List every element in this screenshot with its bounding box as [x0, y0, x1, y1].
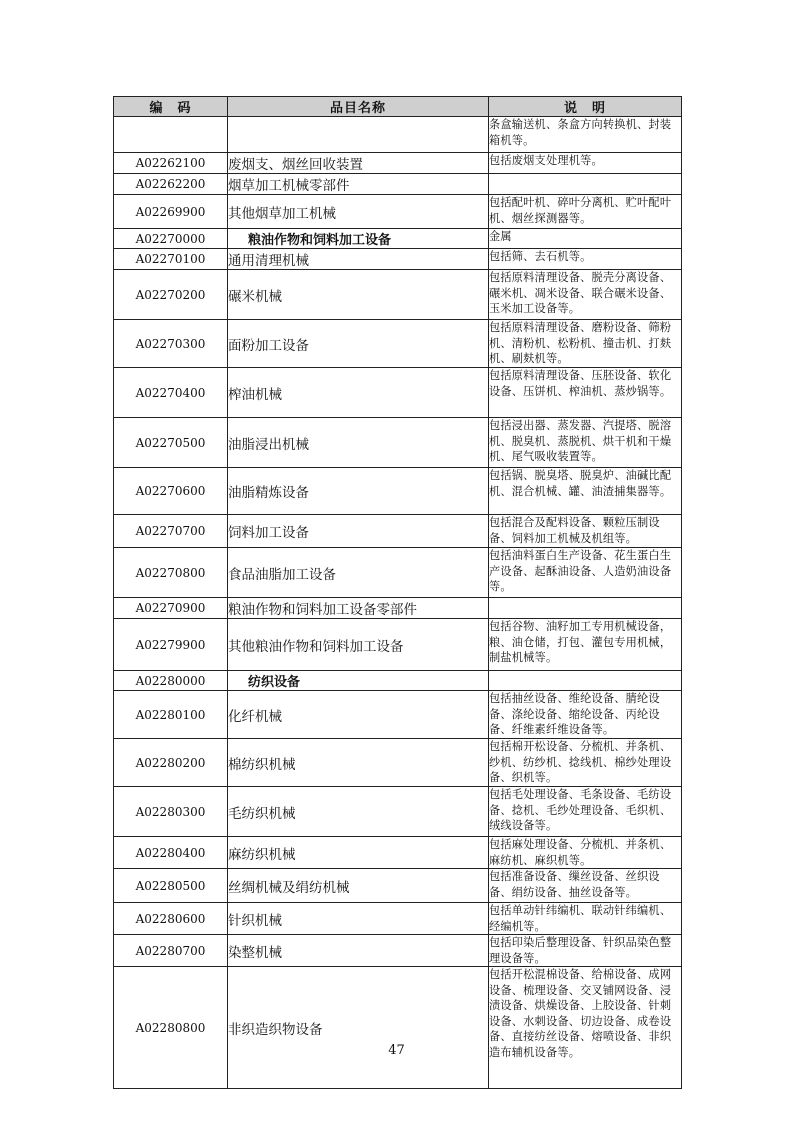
item-code: A02270300	[114, 320, 228, 368]
item-name: 化纤机械	[228, 691, 489, 739]
table-row	[114, 869, 682, 903]
item-name: 其他粮油作物和饲料加工设备	[228, 619, 489, 671]
item-code: A02280700	[114, 935, 228, 967]
item-name: 油脂精炼设备	[228, 468, 489, 515]
table-row	[114, 515, 682, 548]
table-row	[114, 270, 682, 320]
table-row	[114, 619, 682, 671]
item-description: 包括单动针纬编机、联动针纬编机、经编机等。	[489, 903, 682, 935]
item-name: 粮油作物和饲料加工设备零部件	[228, 598, 489, 619]
item-description	[489, 174, 682, 195]
item-name: 染整机械	[228, 935, 489, 967]
item-code: A02269900	[114, 195, 228, 229]
item-code: A02262100	[114, 153, 228, 174]
item-name: 针织机械	[228, 903, 489, 935]
table-row	[114, 837, 682, 869]
item-description: 包括印染后整理设备、针织品染色整理设备等。	[489, 935, 682, 967]
item-description: 包括麻处理设备、分梳机、并条机、麻纺机、麻织机等。	[489, 837, 682, 869]
table-row	[114, 967, 682, 1089]
item-code: A02270700	[114, 515, 228, 548]
item-name: 粮油作物和饲料加工设备	[228, 229, 489, 249]
table-row	[114, 468, 682, 515]
table-row	[114, 195, 682, 229]
item-description: 包括锅、脱臭塔、脱臭炉、油碱比配机、混合机械、罐、油渣捕集器等。	[489, 468, 682, 515]
item-code: A02270900	[114, 598, 228, 619]
item-name: 其他烟草加工机械	[228, 195, 489, 229]
catalog-table	[113, 96, 682, 1089]
table-row	[114, 935, 682, 967]
table-body	[114, 117, 682, 1089]
item-code: A02270800	[114, 548, 228, 598]
item-code: A02270200	[114, 270, 228, 320]
table-row	[114, 903, 682, 935]
page-number: 47	[388, 1043, 405, 1058]
table-row	[114, 368, 682, 418]
item-name: 榨油机械	[228, 368, 489, 418]
item-description: 包括准备设备、缫丝设备、丝织设备、绢纺设备、抽丝设备等。	[489, 869, 682, 903]
item-name: 废烟支、烟丝回收装置	[228, 153, 489, 174]
item-code: A02280000	[114, 671, 228, 691]
item-name: 油脂浸出机械	[228, 418, 489, 468]
item-description: 包括原料清理设备、磨粉设备、筛粉机、清粉机、松粉机、撞击机、打麸机、刷麸机等。	[489, 320, 682, 368]
item-description: 包括抽丝设备、维纶设备、腈纶设备、涤纶设备、缩纶设备、丙纶设备、纤维素纤维设备等。	[489, 691, 682, 739]
item-code: A02270000	[114, 229, 228, 249]
table-row	[114, 671, 682, 691]
header-code: 编 码	[114, 97, 228, 117]
item-description	[489, 598, 682, 619]
item-description: 包括筛、去石机等。	[489, 249, 682, 270]
table-row	[114, 418, 682, 468]
item-name: 纺织设备	[228, 671, 489, 691]
item-code: A02280300	[114, 787, 228, 837]
table-row	[114, 174, 682, 195]
item-name: 食品油脂加工设备	[228, 548, 489, 598]
table-row	[114, 320, 682, 368]
item-code: A02270100	[114, 249, 228, 270]
item-name: 烟草加工机械零部件	[228, 174, 489, 195]
item-code	[114, 117, 228, 153]
header-name: 品目名称	[228, 97, 489, 117]
table-row	[114, 548, 682, 598]
item-code: A02280400	[114, 837, 228, 869]
table-row	[114, 598, 682, 619]
item-name: 丝绸机械及绢纺机械	[228, 869, 489, 903]
item-description: 包括混合及配料设备、颗粒压制设备、饲料加工机械及机组等。	[489, 515, 682, 548]
item-name: 毛纺织机械	[228, 787, 489, 837]
item-code: A02280200	[114, 739, 228, 787]
item-name: 非织造织物设备	[228, 967, 489, 1089]
catalog-page	[113, 96, 681, 1089]
item-code: A02262200	[114, 174, 228, 195]
item-description: 包括毛处理设备、毛条设备、毛纺设备、捻机、毛纱处理设备、毛织机、绒线设备等。	[489, 787, 682, 837]
item-name: 碾米机械	[228, 270, 489, 320]
item-description: 包括开松混棉设备、给棉设备、成网设备、梳理设备、交叉铺网设备、浸渍设备、烘燥设备、上胶设备、针刺设备、水刺设备、切边设备、成卷设备、直接纺丝设备、熔喷设备、非织造布辅机设备等。	[489, 967, 682, 1089]
header-desc: 说 明	[489, 97, 682, 117]
item-name	[228, 117, 489, 153]
item-code: A02280500	[114, 869, 228, 903]
item-description: 包括棉开松设备、分梳机、并条机、纱机、纺纱机、捻线机、棉纱处理设备、织机等。	[489, 739, 682, 787]
item-code: A02280800	[114, 967, 228, 1089]
item-name: 棉纺织机械	[228, 739, 489, 787]
item-code: A02280100	[114, 691, 228, 739]
table-row	[114, 787, 682, 837]
item-code: A02270500	[114, 418, 228, 468]
item-description: 包括废烟支处理机等。	[489, 153, 682, 174]
item-description: 包括油料蛋白生产设备、花生蛋白生产设备、起酥油设备、人造奶油设备等。	[489, 548, 682, 598]
table-row	[114, 117, 682, 153]
table-header-row	[114, 97, 682, 117]
table-row	[114, 153, 682, 174]
item-description: 条盒输送机、条盒方向转换机、封装箱机等。	[489, 117, 682, 153]
table-row	[114, 691, 682, 739]
item-description	[489, 671, 682, 691]
item-name: 麻纺织机械	[228, 837, 489, 869]
table-row	[114, 249, 682, 270]
item-name: 通用清理机械	[228, 249, 489, 270]
item-description: 包括原料清理设备、脱壳分离设备、碾米机、凋米设备、联合碾米设备、玉米加工设备等。	[489, 270, 682, 320]
item-name: 饲料加工设备	[228, 515, 489, 548]
item-description: 包括原料清理设备、压胚设备、软化设备、压饼机、榨油机、蒸炒锅等。	[489, 368, 682, 418]
item-name: 面粉加工设备	[228, 320, 489, 368]
item-code: A02280600	[114, 903, 228, 935]
item-description: 包括配叶机、碎叶分离机、贮叶配叶机、烟丝探测器等。	[489, 195, 682, 229]
item-code: A02270600	[114, 468, 228, 515]
table-row	[114, 739, 682, 787]
item-code: A02270400	[114, 368, 228, 418]
item-description: 包括谷物、油籽加工专用机械设备，粮、油仓储，打包、灌包专用机械，制盐机械等。	[489, 619, 682, 671]
item-code: A02279900	[114, 619, 228, 671]
table-row	[114, 229, 682, 249]
item-description: 金属	[489, 229, 682, 249]
item-description: 包括浸出器、蒸发器、汽提塔、脱溶机、脱臭机、蒸脱机、烘干机和干燥机、尾气吸收装置等。	[489, 418, 682, 468]
